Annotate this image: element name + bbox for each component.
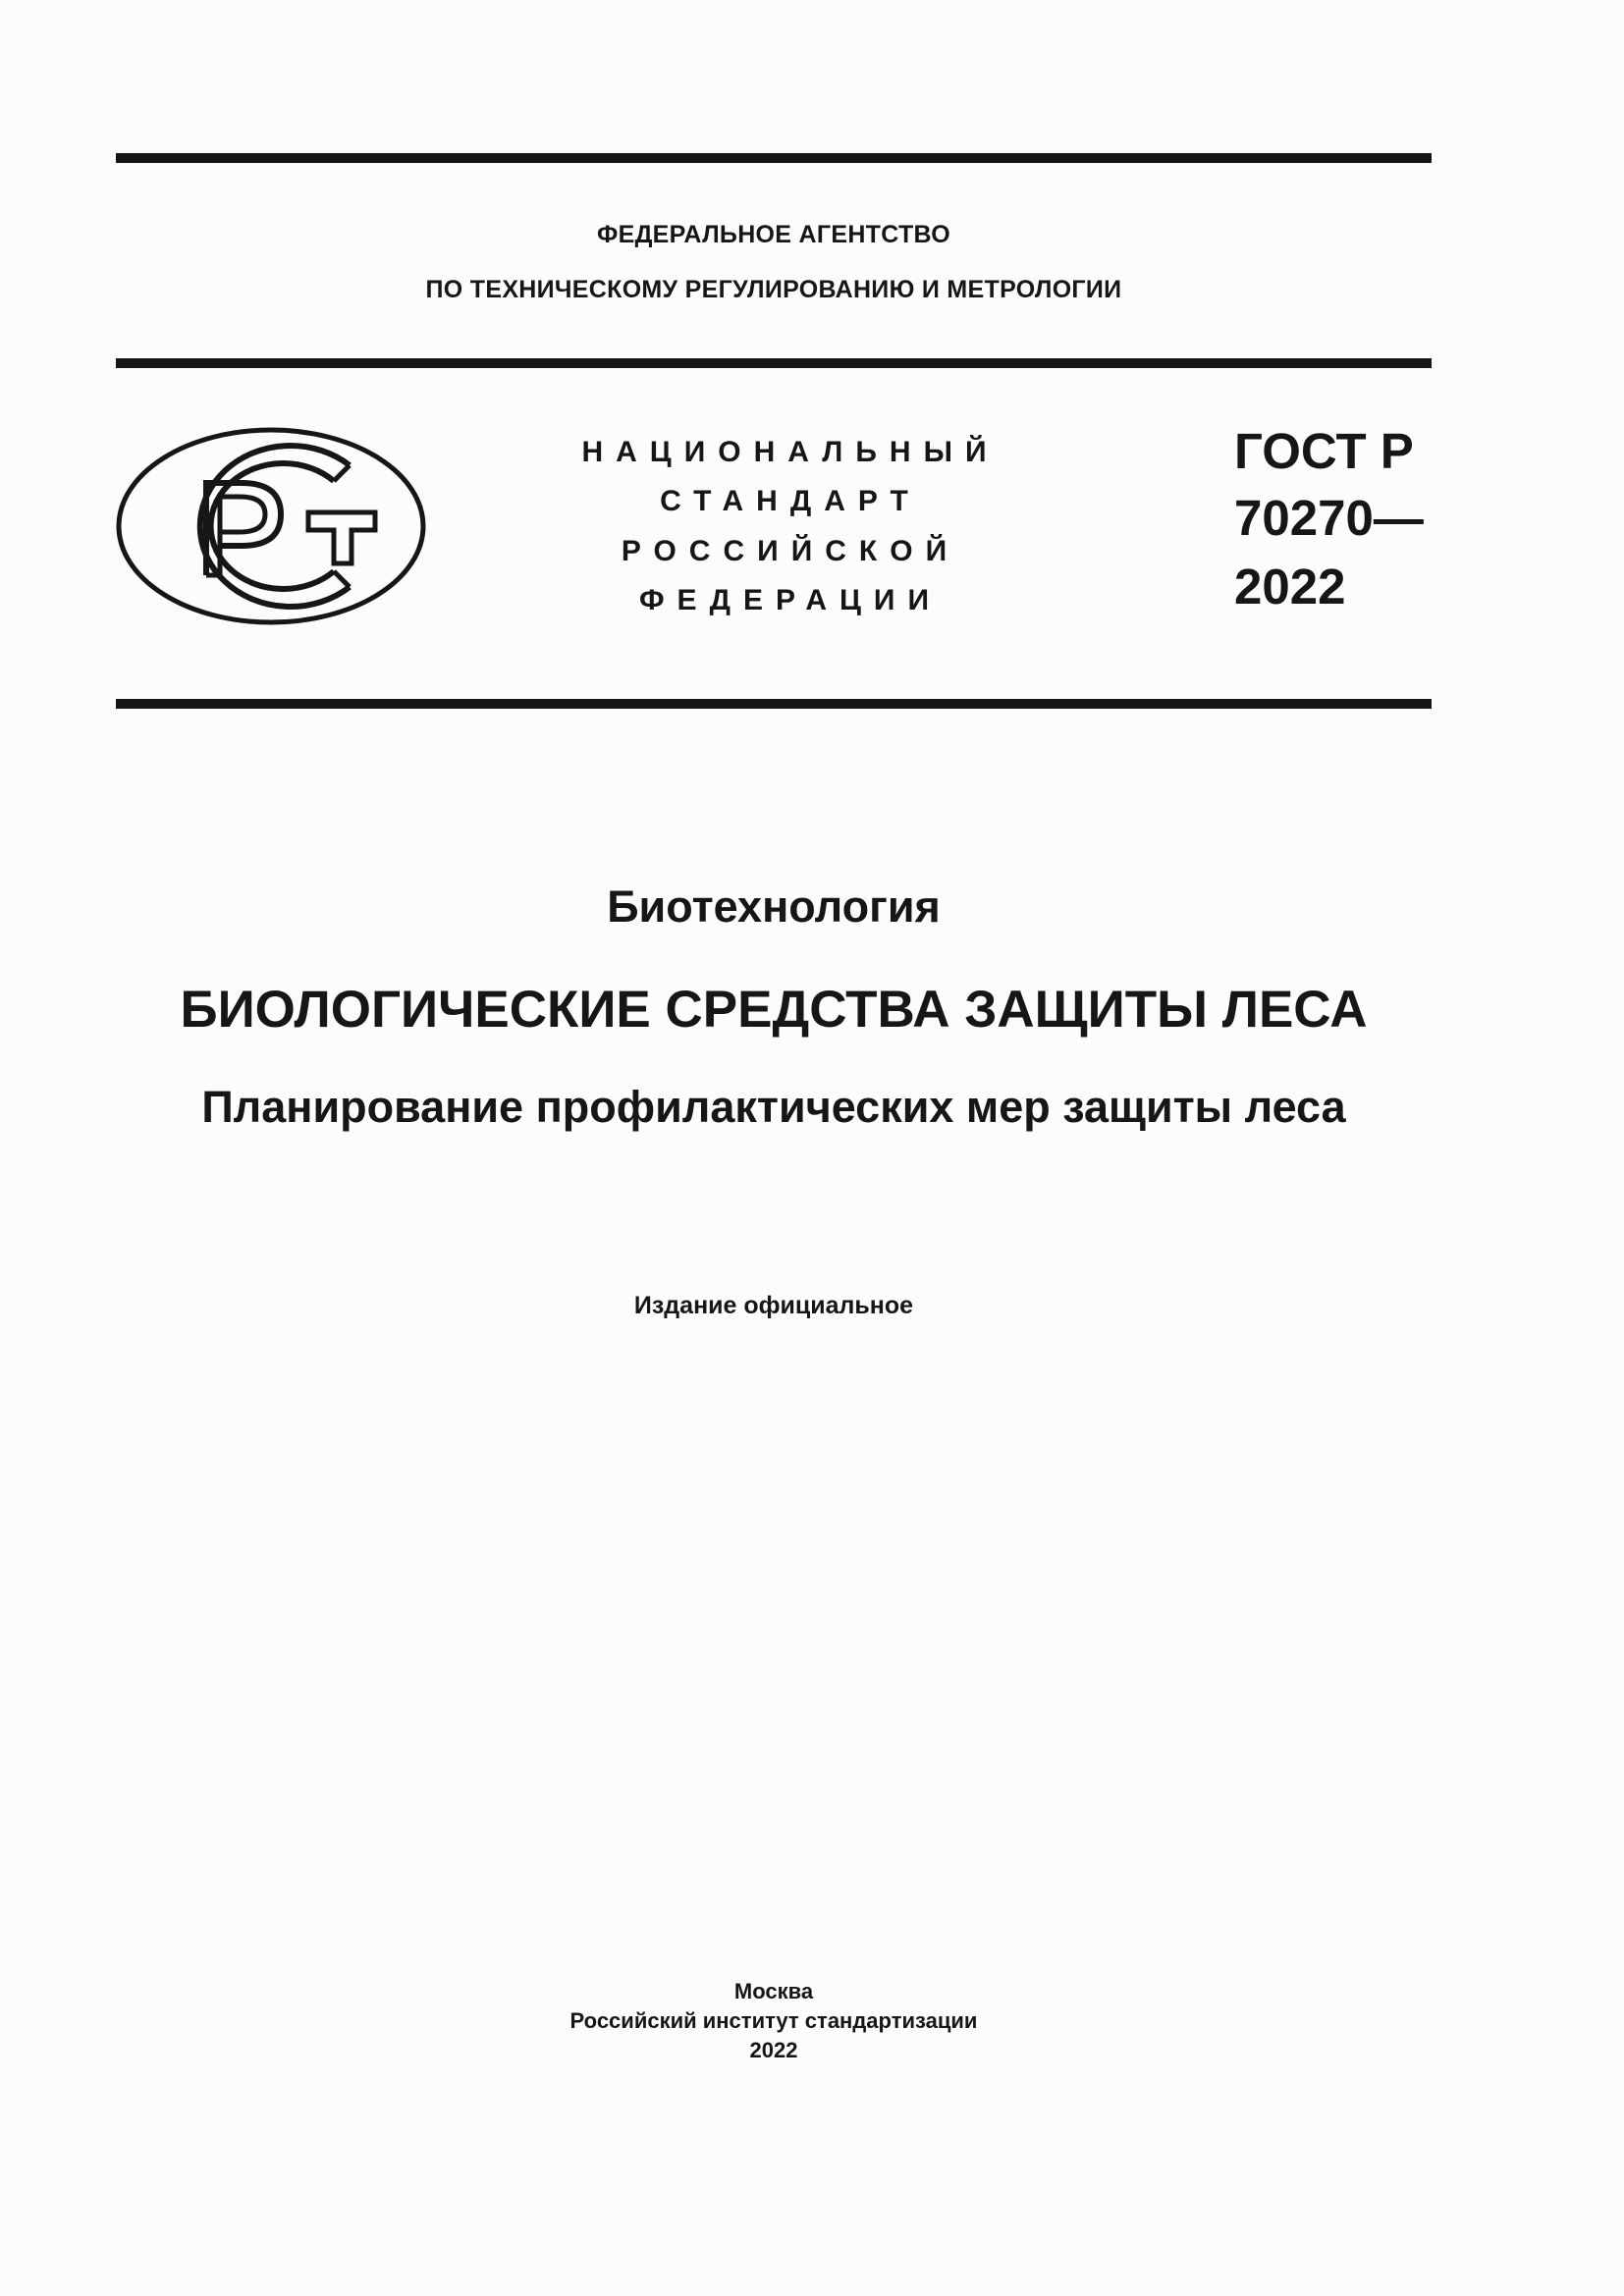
edition-note: Издание официальное (633, 1292, 914, 1319)
standard-type-line-2: СТАНДАРТ (660, 485, 921, 517)
document-subtitle: Планирование профилактических мер защиты леса (201, 1082, 1346, 1132)
agency-name-line-1: ФЕДЕРАЛЬНОЕ АГЕНТСТВО (596, 221, 951, 248)
standard-type-line-4: ФЕДЕРАЦИИ (638, 584, 943, 616)
designation-year: 2022 (1234, 559, 1346, 614)
standard-type-line-3: РОССИЙСКОЙ (621, 535, 960, 567)
header-bottom-rule (116, 699, 1432, 709)
document-title: БИОЛОГИЧЕСКИЕ СРЕДСТВА ЗАЩИТЫ ЛЕСА (180, 981, 1368, 1039)
designation-prefix: ГОСТ Р (1234, 423, 1414, 479)
agency-name-line-2: ПО ТЕХНИЧЕСКОМУ РЕГУЛИРОВАНИЮ И МЕТРОЛОГИИ (425, 276, 1122, 303)
top-rule (116, 153, 1432, 163)
standard-type-line-1: НАЦИОНАЛЬНЫЙ (581, 436, 1000, 468)
imprint-city: Москва (733, 1979, 814, 2003)
designation-number: 70270— (1234, 490, 1424, 546)
document-topic: Биотехнология (607, 881, 941, 932)
imprint-year: 2022 (749, 2038, 798, 2062)
rst-certification-mark-icon (116, 426, 426, 626)
imprint-publisher: Российский институт стандартизации (569, 2008, 978, 2033)
header-rule (116, 358, 1432, 368)
